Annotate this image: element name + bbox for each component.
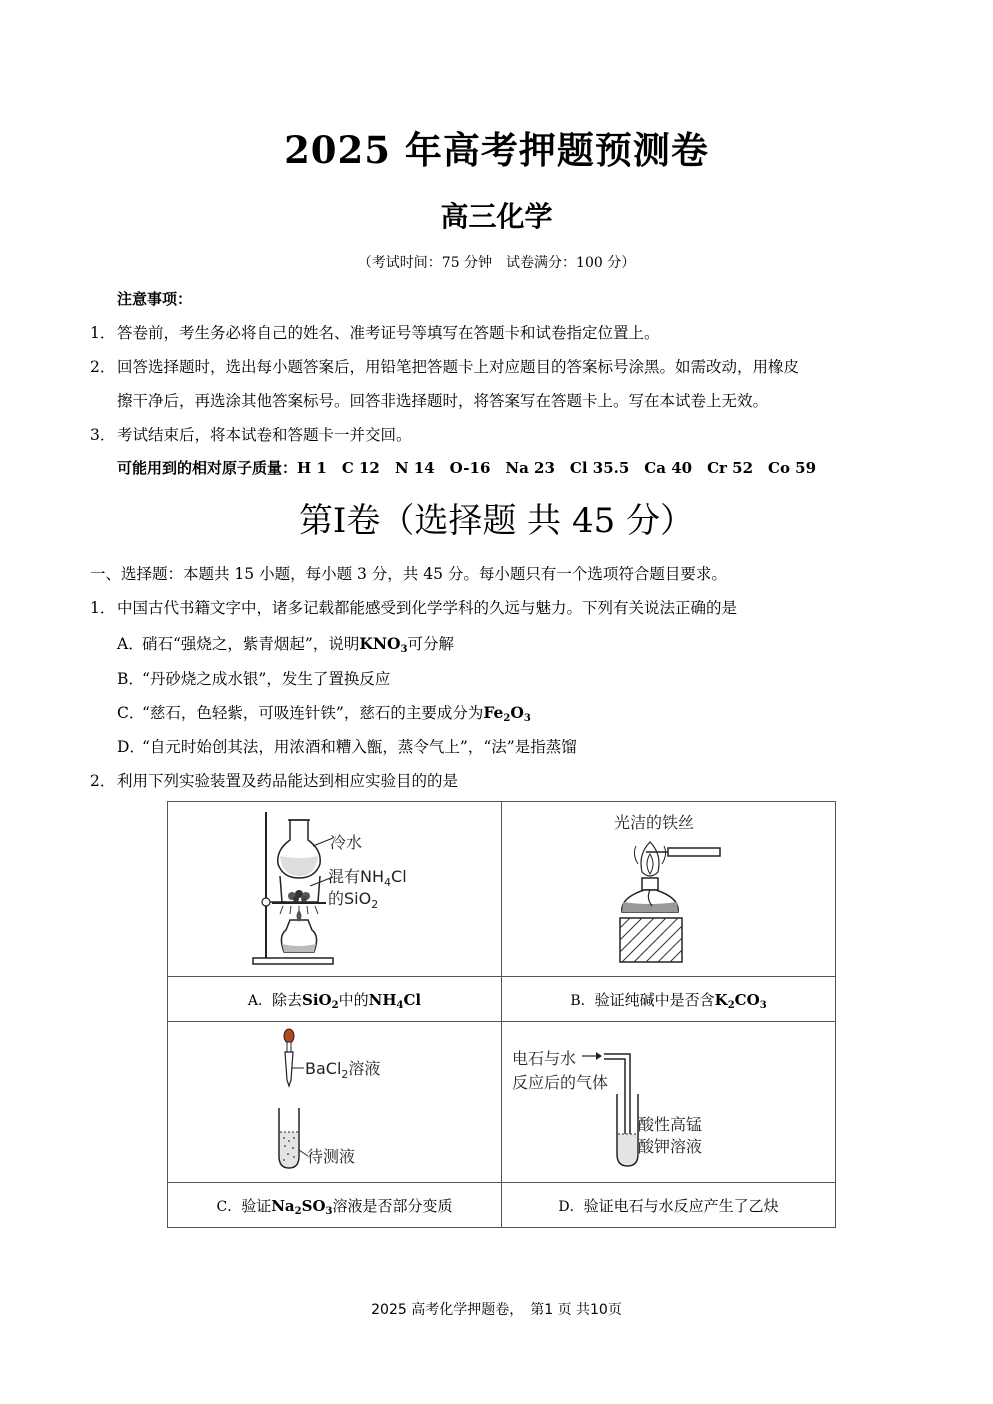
subscript: 3: [400, 644, 408, 655]
note-item-3: [90, 423, 412, 445]
caption-b: [502, 977, 836, 1022]
notes-heading: 注意事项：: [117, 290, 193, 308]
subscript: 3: [523, 713, 531, 724]
figure-d-gas-test: [502, 1022, 835, 1182]
formula-k2co3: [715, 991, 767, 1009]
exam-title: 2025 年高考押题预测卷: [284, 128, 709, 172]
page-footer: 2025 高考化学押题卷， 第1 页 共10页: [371, 1302, 622, 1318]
figure-label: 待测液: [307, 1147, 356, 1166]
figure-label: 反应后的气体: [512, 1073, 609, 1092]
question-num: 2．: [90, 772, 116, 790]
subscript: 2: [727, 999, 735, 1011]
section-instruction: 一、选择题：本题共 15 小题，每小题 3 分，共 45 分。每小题只有一个选项符合题目要求。: [90, 565, 727, 583]
question-num: 1．: [90, 599, 116, 617]
formula-part: Cl: [403, 990, 422, 1009]
option-text: “丹砂烧之成水银”，发生了置换反应: [142, 670, 391, 688]
section-title: 第I卷（选择题 共 45 分）: [298, 501, 695, 541]
note-num: 1．: [90, 324, 116, 342]
formula-part: CO: [734, 990, 760, 1009]
formula-part: Fe: [483, 703, 504, 722]
q1-option-b: [117, 667, 390, 689]
option-label: D．: [117, 738, 145, 756]
figure-d-cell: [502, 1022, 836, 1183]
formula-part: KNO: [359, 634, 401, 653]
dropper-test-tube-icon: [168, 1022, 501, 1182]
note-num: 3．: [90, 426, 116, 444]
formula-part: K: [714, 990, 728, 1009]
note-item-2: [90, 355, 799, 377]
note-item-1: [90, 321, 660, 343]
caption-text: 验证纯碱中是否含: [594, 990, 715, 1009]
svg-text:的SiO2: 的SiO$_2$: [328, 889, 379, 911]
caption-text: 验证: [241, 1196, 272, 1215]
formula-part: Na: [271, 1196, 295, 1215]
note-text: 考试结束后，将本试卷和答题卡一并交回。: [117, 426, 412, 444]
subscript: 2: [503, 713, 511, 724]
subscript: 2: [294, 1205, 302, 1217]
option-label: A．: [117, 635, 144, 653]
formula-kno3: [359, 634, 407, 653]
formula-part: SiO: [302, 990, 332, 1009]
formula-part: NH: [368, 990, 397, 1009]
option-text: 硝石“强烧之，紫青烟起”，说明: [142, 635, 360, 653]
formula-na2so3: [271, 1197, 332, 1215]
question-text: 利用下列实验装置及药品能达到相应实验目的的是: [117, 772, 459, 790]
option-text: “慈石，色轻紫，可吸连针铁”，慈石的主要成分为: [142, 704, 484, 722]
svg-text:BaCl2溶液: BaCl$_2$溶液: [305, 1059, 381, 1081]
caption-a: [168, 977, 502, 1022]
subscript: 3: [325, 1205, 333, 1217]
caption-text: 溶液是否部分变质: [332, 1196, 453, 1215]
caption-text: 除去: [272, 990, 303, 1009]
svg-text:混有NH4Cl: 混有$NH_4Cl$: [328, 867, 407, 889]
formula-part: SO: [301, 1196, 326, 1215]
q1-option-d: [117, 735, 577, 757]
flame-test-apparatus-icon: [502, 802, 826, 976]
subscript: 4: [396, 999, 404, 1011]
caption-text: 中的: [338, 990, 369, 1009]
caption-text: 验证电石与水反应产生了乙炔: [583, 1196, 779, 1215]
formula-part: O: [510, 703, 524, 722]
figure-b-cell: [502, 802, 836, 977]
figure-label: 酸钾溶液: [638, 1137, 703, 1156]
figure-b-flame-test: [502, 802, 835, 976]
option-label: B．: [117, 670, 144, 688]
formula-sio2: [302, 991, 339, 1009]
option-label: C．: [216, 1198, 242, 1215]
question-text: 中国古代书籍文字中，诸多记载都能感受到化学学科的久远与魅力。下列有关说法正确的是: [117, 599, 738, 617]
exam-subtitle: 高三化学: [440, 200, 553, 233]
option-text: “自元时始创其法，用浓酒和糟入甑，蒸令气上”，“法”是指蒸馏: [142, 738, 577, 756]
option-label: A．: [247, 992, 272, 1009]
figure-c-test-tube: [168, 1022, 501, 1182]
figure-a-sublimation: [168, 802, 501, 976]
option-label: D．: [558, 1198, 584, 1215]
figure-a-cell: [168, 802, 502, 977]
note-num: 2．: [90, 358, 116, 376]
sublimation-apparatus-icon: [168, 802, 501, 976]
q1-option-a: [117, 632, 454, 654]
figure-label: 电石与水: [512, 1049, 577, 1068]
formula-fe2o3: [483, 703, 530, 722]
atomic-masses: 可能用到的相对原子质量：H 1 C 12 N 14 O-16 Na 23 Cl 35.5 Ca 40 Cr 52 Co 59: [117, 459, 817, 477]
figure-label: 冷水: [330, 833, 363, 852]
option-label: B．: [570, 992, 595, 1009]
figure-label: 光洁的铁丝: [614, 813, 695, 832]
exam-info: （考试时间：75 分钟 试卷满分：100 分）: [357, 255, 636, 271]
question-2-stem: [90, 769, 458, 791]
figure-c-cell: [168, 1022, 502, 1183]
caption-d: [502, 1183, 836, 1228]
caption-c: [168, 1183, 502, 1228]
option-text: 可分解: [407, 635, 454, 653]
option-label: C．: [117, 704, 145, 722]
formula-nh4cl: [369, 991, 422, 1009]
note-text: 答卷前，考生务必将自己的姓名、准考证号等填写在答题卡和试卷指定位置上。: [117, 324, 660, 342]
apparatus-table: [167, 801, 836, 1228]
note-text: 回答选择题时，选出每小题答案后，用铅笔把答题卡上对应题目的答案标号涂黑。如需改动，用橡皮: [117, 358, 800, 376]
q1-option-c: [117, 701, 531, 723]
note-item-2-cont: 擦干净后，再选涂其他答案标号。回答非选择题时，将答案写在答题卡上。写在本试卷上无效。: [117, 392, 769, 410]
gas-bubbling-apparatus-icon: [502, 1022, 826, 1182]
subscript: 3: [759, 999, 767, 1011]
figure-label: 酸性高锰: [638, 1115, 703, 1134]
question-1-stem: [90, 596, 737, 618]
subscript: 2: [331, 999, 339, 1011]
